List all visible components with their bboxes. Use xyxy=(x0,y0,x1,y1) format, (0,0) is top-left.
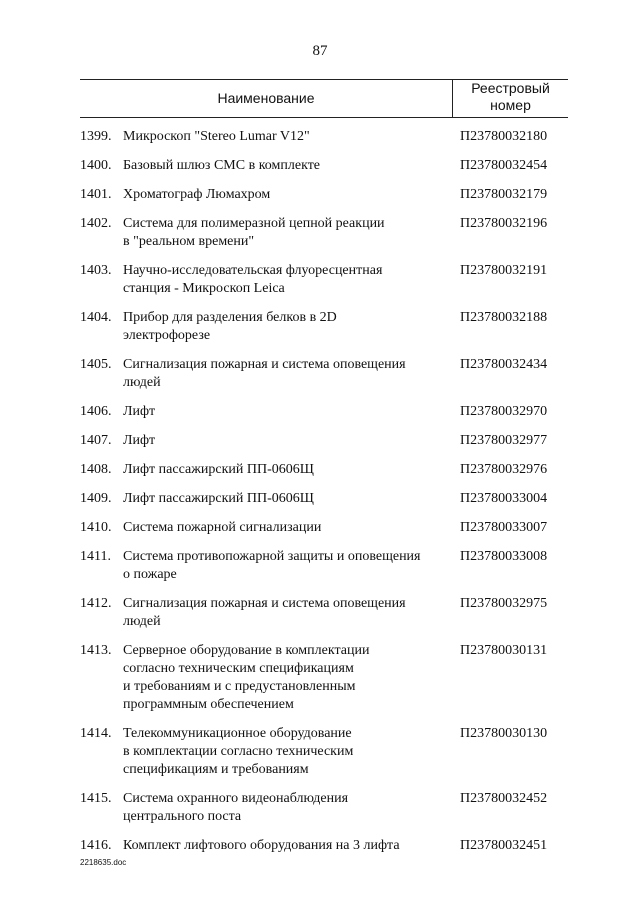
row-number: 1410. xyxy=(80,520,112,535)
row-name xyxy=(123,837,448,855)
row-name-line: людей xyxy=(123,375,161,390)
table-header-bottom-rule xyxy=(80,117,568,118)
row-number: 1401. xyxy=(80,187,112,202)
row-name-line: Научно-исследовательская флуоресцентная xyxy=(123,263,383,278)
row-number: 1416. xyxy=(80,838,112,853)
row-name xyxy=(123,157,448,175)
row-registry-number: П23780032451 xyxy=(460,838,548,853)
column-header-registry-line1: Реестровый xyxy=(471,80,550,96)
row-name xyxy=(123,215,448,251)
row-name-line: и требованиям и с предустановленным xyxy=(123,679,356,694)
row-name xyxy=(123,595,448,631)
row-name-line: согласно техническим спецификациям xyxy=(123,661,354,676)
row-number: 1406. xyxy=(80,404,112,419)
page-number: 87 xyxy=(312,43,328,59)
row-name-line: Микроскоп "Stereo Lumar V12" xyxy=(123,129,310,144)
column-header-name: Наименование xyxy=(217,90,315,106)
row-name-line: Прибор для разделения белков в 2D xyxy=(123,310,337,325)
row-name-line: Серверное оборудование в комплектации xyxy=(123,643,370,658)
row-registry-number: П23780032975 xyxy=(460,596,548,611)
row-name xyxy=(123,403,448,421)
row-name xyxy=(123,725,448,779)
row-name-line: Сигнализация пожарная и система оповещения xyxy=(123,357,406,372)
row-name xyxy=(123,548,448,584)
row-name xyxy=(123,309,448,345)
row-registry-number: П23780030131 xyxy=(460,643,548,658)
row-name xyxy=(123,490,448,508)
row-name-line: электрофорезе xyxy=(123,328,211,343)
row-number: 1399. xyxy=(80,129,112,144)
row-name-line: Система противопожарной защиты и оповещения xyxy=(123,549,421,564)
row-registry-number: П23780030130 xyxy=(460,726,548,741)
footer-doc-name: 2218635.doc xyxy=(80,858,127,867)
row-number: 1400. xyxy=(80,158,112,173)
row-name-line: людей xyxy=(123,614,161,629)
row-number: 1409. xyxy=(80,491,112,506)
row-registry-number: П23780033007 xyxy=(460,520,548,535)
row-name-line: Сигнализация пожарная и система оповещения xyxy=(123,596,406,611)
row-registry-number: П23780032191 xyxy=(460,263,548,278)
row-registry-number: П23780032452 xyxy=(460,791,548,806)
row-number: 1408. xyxy=(80,462,112,477)
row-number: 1411. xyxy=(80,549,111,564)
row-name-line: в комплектации согласно техническим xyxy=(123,744,354,759)
row-name-line: станция - Микроскоп Leica xyxy=(123,281,285,296)
row-registry-number: П23780032977 xyxy=(460,433,548,448)
row-name-line: центрального поста xyxy=(123,809,242,824)
row-name-line: Хроматограф Люмахром xyxy=(123,187,271,202)
row-name xyxy=(123,461,448,479)
row-registry-number: П23780032976 xyxy=(460,462,548,477)
row-number: 1402. xyxy=(80,216,112,231)
row-registry-number: П23780033004 xyxy=(460,491,548,506)
row-registry-number: П23780032188 xyxy=(460,310,548,325)
row-name-line: спецификациям и требованиям xyxy=(123,762,309,777)
row-registry-number: П23780033008 xyxy=(460,549,548,564)
row-name xyxy=(123,356,448,392)
row-name-line: в "реальном времени" xyxy=(123,234,255,249)
row-name xyxy=(123,519,448,537)
row-number: 1413. xyxy=(80,643,112,658)
row-number: 1404. xyxy=(80,310,112,325)
row-name-line: Лифт xyxy=(123,404,156,419)
row-name xyxy=(123,790,448,826)
row-name-line: Лифт xyxy=(123,433,156,448)
row-name xyxy=(123,642,448,714)
row-name xyxy=(123,128,448,146)
row-name xyxy=(123,262,448,298)
row-name-line: Базовый шлюз СМС в комплекте xyxy=(123,158,321,173)
row-name-line: Комплект лифтового оборудования на 3 лифта xyxy=(123,838,400,853)
row-registry-number: П23780032970 xyxy=(460,404,548,419)
row-name-line: Лифт пассажирский ПП-0606Щ xyxy=(123,491,314,506)
row-number: 1403. xyxy=(80,263,112,278)
row-number: 1407. xyxy=(80,433,112,448)
row-number: 1412. xyxy=(80,596,112,611)
row-name xyxy=(123,186,448,204)
row-name-line: программным обеспечением xyxy=(123,697,294,712)
row-registry-number: П23780032180 xyxy=(460,129,548,144)
row-name-line: Система пожарной сигнализации xyxy=(123,520,322,535)
row-name-line: Система для полимеразной цепной реакции xyxy=(123,216,385,231)
row-number: 1405. xyxy=(80,357,112,372)
column-header-registry-number xyxy=(453,80,568,114)
row-number: 1414. xyxy=(80,726,112,741)
row-registry-number: П23780032179 xyxy=(460,187,548,202)
row-name xyxy=(123,432,448,450)
row-registry-number: П23780032196 xyxy=(460,216,548,231)
row-name-line: о пожаре xyxy=(123,567,177,582)
row-registry-number: П23780032434 xyxy=(460,357,548,372)
row-name-line: Система охранного видеонаблюдения xyxy=(123,791,349,806)
row-number: 1415. xyxy=(80,791,112,806)
column-header-registry-line2: номер xyxy=(490,97,531,113)
row-registry-number: П23780032454 xyxy=(460,158,548,173)
row-name-line: Телекоммуникационное оборудование xyxy=(123,726,352,741)
row-name-line: Лифт пассажирский ПП-0606Щ xyxy=(123,462,314,477)
